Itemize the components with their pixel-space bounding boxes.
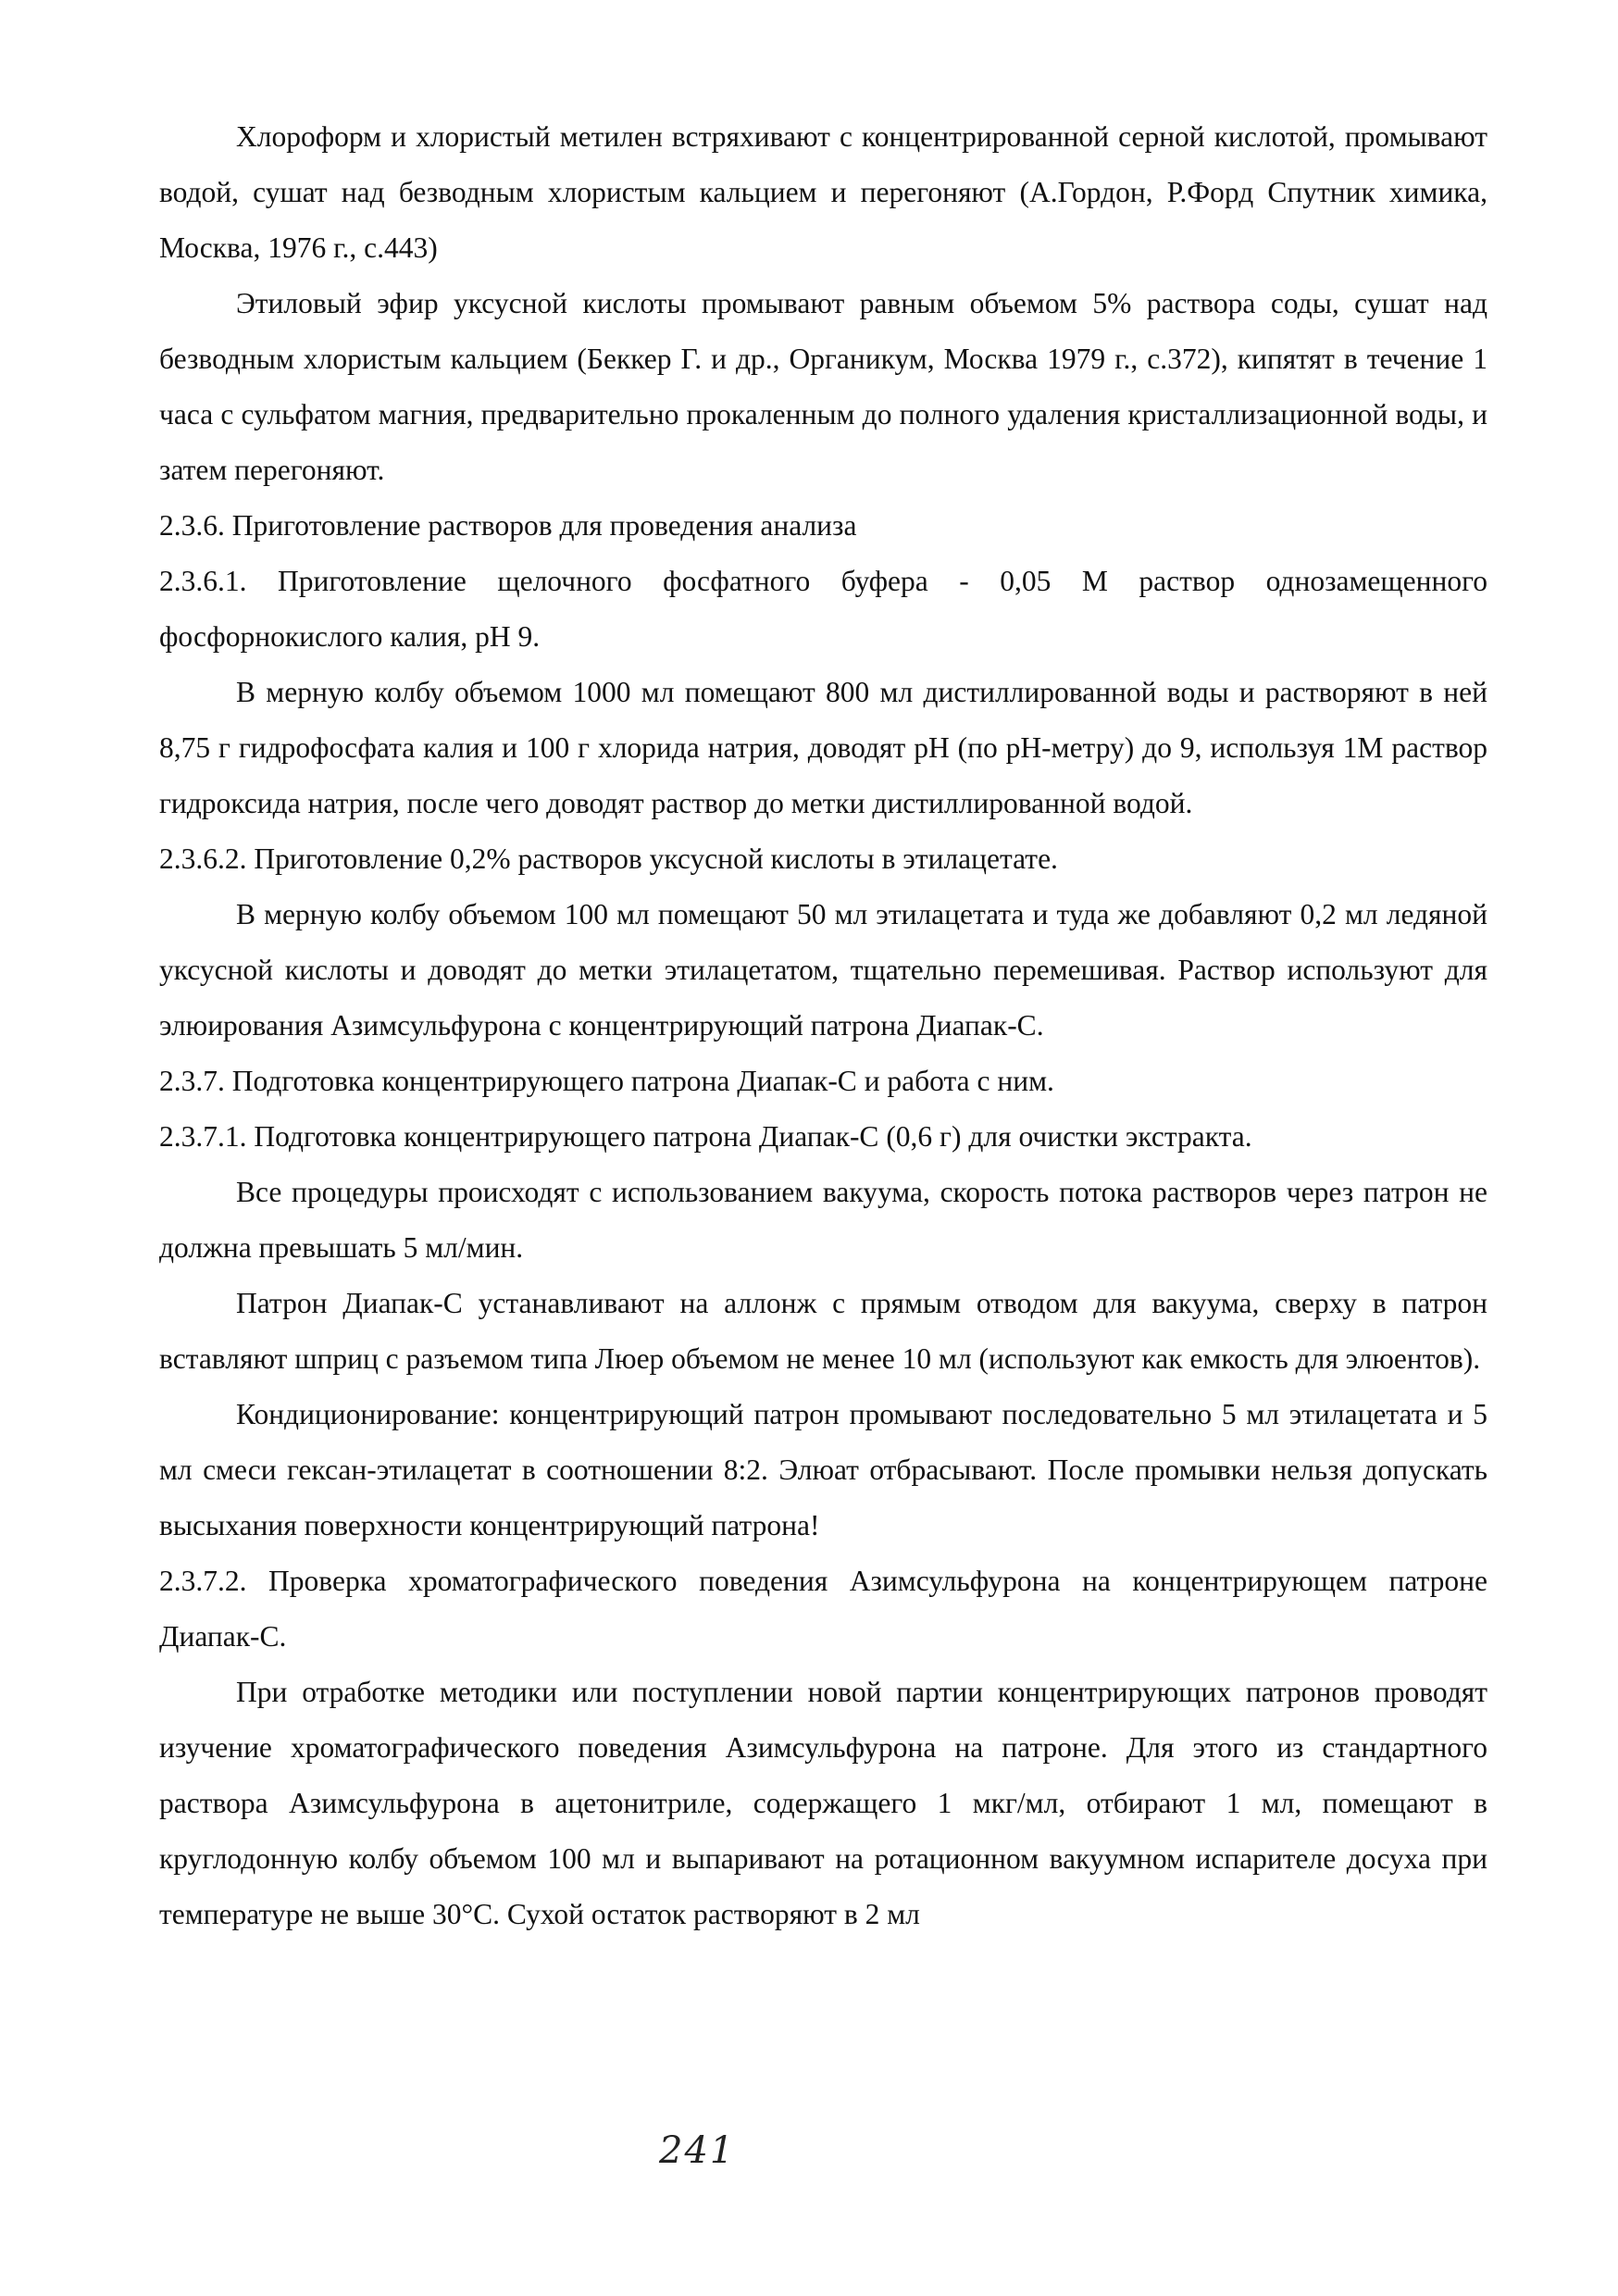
paragraph-vacuum-procedures: Все процедуры происходят с использованием вакуума, скорость потока растворов через патрон не должна превышать 5 мл/мин. [159, 1176, 1487, 1264]
paragraph-acetic-acid-solution: В мерную колбу объемом 100 мл помещают 50 мл этилацетата и туда же добавляют 0,2 мл ледяной уксусной кислоты и доводят до метки этилацетатом, тщательно перемешивая. Раствор используют для элюирования Азимсульфурона с концентрирующий патрона Диапак-С. [159, 898, 1487, 1042]
paragraph-solvent-purification-chloroform: Хлороформ и хлористый метилен встряхивают с концентрированной серной кислотой, промывают водой, сушат над безводным хлористым кальцием и перегоняют (А.Гордон, Р.Форд Спутник химика, Москва, 1976 г., с.443) [159, 120, 1487, 264]
paragraph-chromatographic-behavior: При отработке методики или поступлении новой партии концентрирующих патронов проводят изучение хроматографического поведения Азимсульфурона на патроне. Для этого из стандартного раствора Азимсульфурона в ацетонитриле, содержащего 1 мкг/мл, отбирают 1 мл, помещают в круглодонную колбу объемом 100 мл и выпаривают на ротационном вакуумном испарителе досуха при температуре не выше 30°С. Сухой остаток растворяют в 2 мл [159, 1676, 1487, 1930]
section-heading-2-3-6: 2.3.6. Приготовление растворов для проведения анализа [159, 509, 857, 542]
page-number: 241 [659, 2129, 736, 2172]
section-heading-2-3-7-2: 2.3.7.2. Проверка хроматографического поведения Азимсульфурона на концентрирующем патроне Диапак-С. [159, 1565, 1487, 1653]
section-heading-2-3-6-2: 2.3.6.2. Приготовление 0,2% растворов уксусной кислоты в этилацетате. [159, 842, 1058, 875]
paragraph-conditioning: Кондиционирование: концентрирующий патрон промывают последовательно 5 мл этилацетата и 5 мл смеси гексан-этилацетат в соотношении 8:2. Элюат отбрасывают. После промывки нельзя допускать высыхания поверхности концентрирующий патрона! [159, 1398, 1487, 1541]
section-heading-2-3-6-1: 2.3.6.1. Приготовление щелочного фосфатного буфера - 0,05 М раствор однозамещенного фосфорнокислого калия, pH 9. [159, 565, 1487, 653]
paragraph-solvent-purification-ethyl-acetate: Этиловый эфир уксусной кислоты промывают равным объемом 5% раствора соды, сушат над безводным хлористым кальцием (Беккер Г. и др., Органикум, Москва 1979 г., с.372), кипятят в течение 1 часа с сульфатом магния, предварительно прокаленным до полного удаления кристаллизационной воды, и затем перегоняют. [159, 287, 1487, 486]
section-heading-2-3-7-1: 2.3.7.1. Подготовка концентрирующего патрона Диапак-С (0,6 г) для очистки экстракта. [159, 1120, 1252, 1153]
paragraph-cartridge-setup: Патрон Диапак-С устанавливают на аллонж с прямым отводом для вакуума, сверху в патрон вставляют шприц с разъемом типа Люер объемом не менее 10 мл (используют как емкость для элюентов). [159, 1287, 1487, 1375]
body-text [159, 109, 1487, 1942]
section-heading-2-3-7: 2.3.7. Подготовка концентрирующего патрона Диапак-С и работа с ним. [159, 1065, 1054, 1097]
paragraph-buffer-preparation: В мерную колбу объемом 1000 мл помещают 800 мл дистиллированной воды и растворяют в ней 8,75 г гидрофосфата калия и 100 г хлорида натрия, доводят pH (по pH-метру) до 9, используя 1М раствор гидроксида натрия, после чего доводят раствор до метки дистиллированной водой. [159, 676, 1487, 819]
